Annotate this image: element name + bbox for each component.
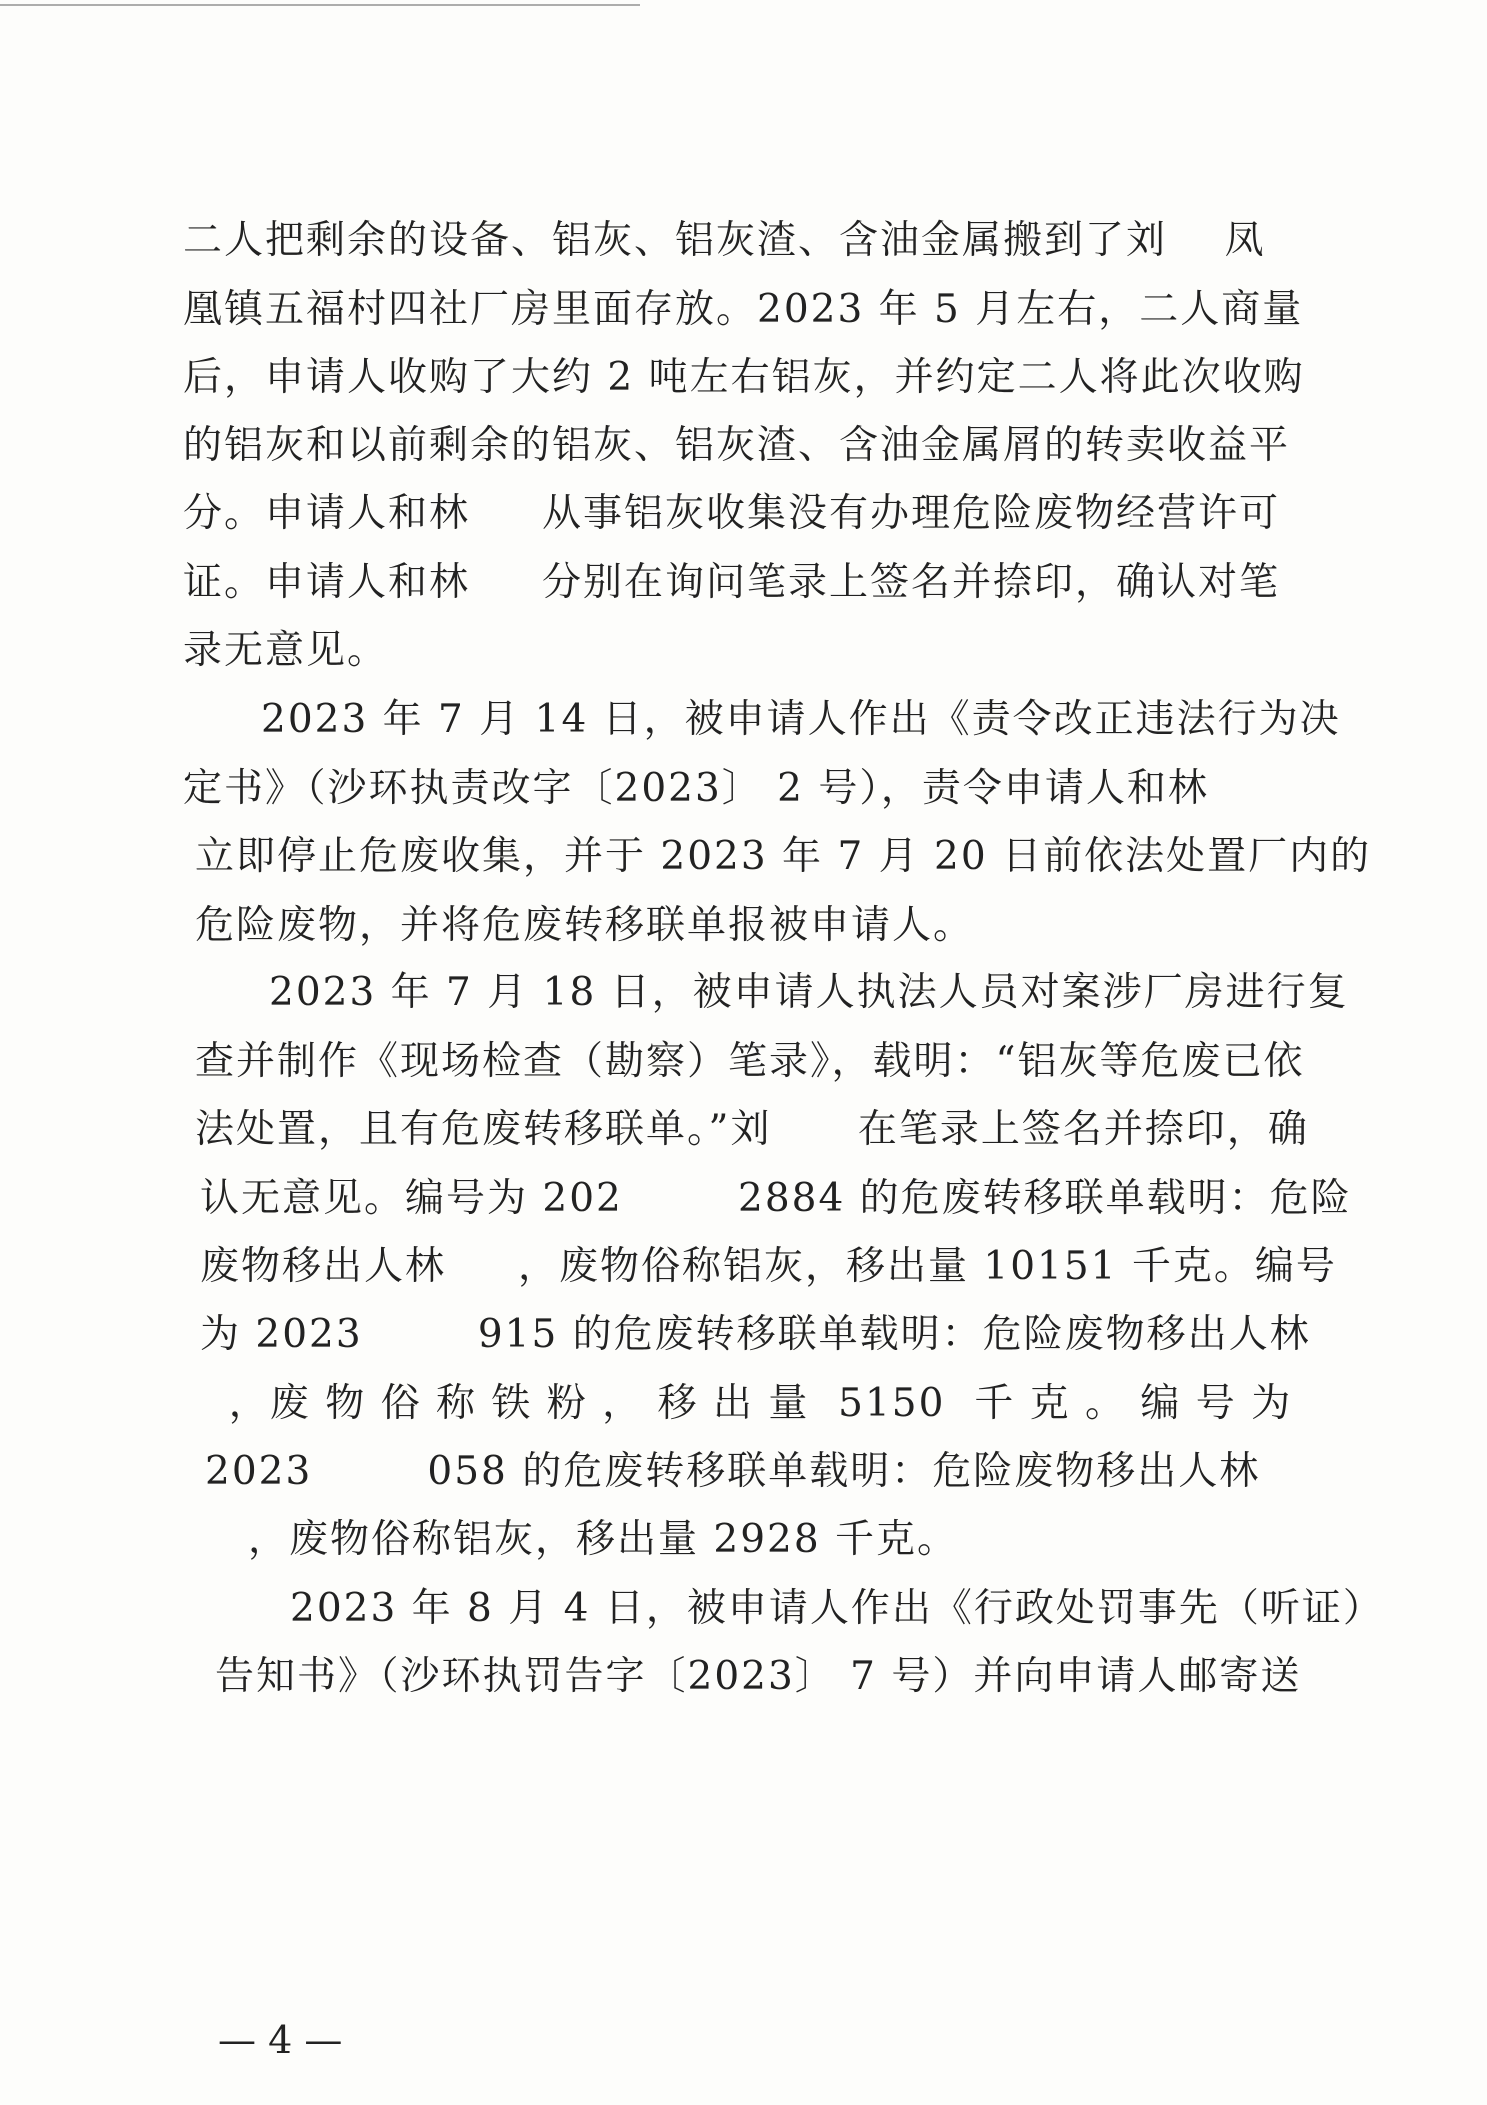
text-line-10: 立即停止危废收集，并于 2023 年 7 月 20 日前依法处置厂内的 [195,834,1372,879]
text-line-21: 2023 年 8 月 4 日，被申请人作出《行政处罚事先（听证） [290,1586,1384,1631]
text-line-13: 查并制作《现场检查（勘察）笔录》，载明：“铝灰等危废已依 [195,1039,1305,1084]
text-line-18: ，废 物 俗 称 铁 粉 ， 移 出 量 5150 千 克 。 编 号 为 [200,1381,1293,1426]
text-line-2: 凰镇五福村四社厂房里面存放。2023 年 5 月左右，二人商量 [183,287,1304,332]
text-line-11: 危险废物，并将危废转移联单报被申请人。 [195,903,975,948]
top-edge-rule [0,4,640,6]
page-number: — 4 — [218,2018,343,2062]
text-line-14: 法处置，且有危废转移联单。”刘 在笔录上签名并捺印，确 [195,1107,1309,1152]
text-line-15: 认无意见。编号为 202 2884 的危废转移联单载明：危险 [200,1176,1352,1221]
text-line-1: 二人把剩余的设备、铝灰、铝灰渣、含油金属搬到了刘 凤 [183,218,1266,263]
text-line-19: 2023 058 的危废转移联单载明：危险废物移出人林 [205,1449,1261,1494]
text-line-12: 2023 年 7 月 18 日，被申请人执法人员对案涉厂房进行复 [269,970,1349,1015]
text-line-7: 录无意见。 [183,628,389,673]
text-line-20: ，废物俗称铝灰，移出量 2928 千克。 [248,1517,959,1562]
text-line-17: 为 2023 915 的危废转移联单载明：危险废物移出人林 [200,1312,1311,1357]
text-line-22: 告知书》（沙环执罚告字〔2023〕 7 号）并向申请人邮寄送 [215,1654,1302,1699]
text-line-16: 废物移出人林 ，废物俗称铝灰，移出量 10151 千克。编号 [200,1244,1337,1289]
text-line-3: 后，申请人收购了大约 2 吨左右铝灰，并约定二人将此次收购 [183,355,1305,400]
text-line-8: 2023 年 7 月 14 日，被申请人作出《责令改正违法行为决 [261,697,1341,742]
text-line-6: 证。申请人和林 分别在询问笔录上签名并捺印，确认对笔 [183,560,1280,605]
text-line-4: 的铝灰和以前剩余的铝灰、铝灰渣、含油金属屑的转卖收益平 [183,423,1291,468]
text-line-5: 分。申请人和林 从事铝灰收集没有办理危险废物经营许可 [183,491,1280,536]
text-line-9: 定书》（沙环执责改字〔2023〕 2 号），责令申请人和林 [183,766,1209,811]
